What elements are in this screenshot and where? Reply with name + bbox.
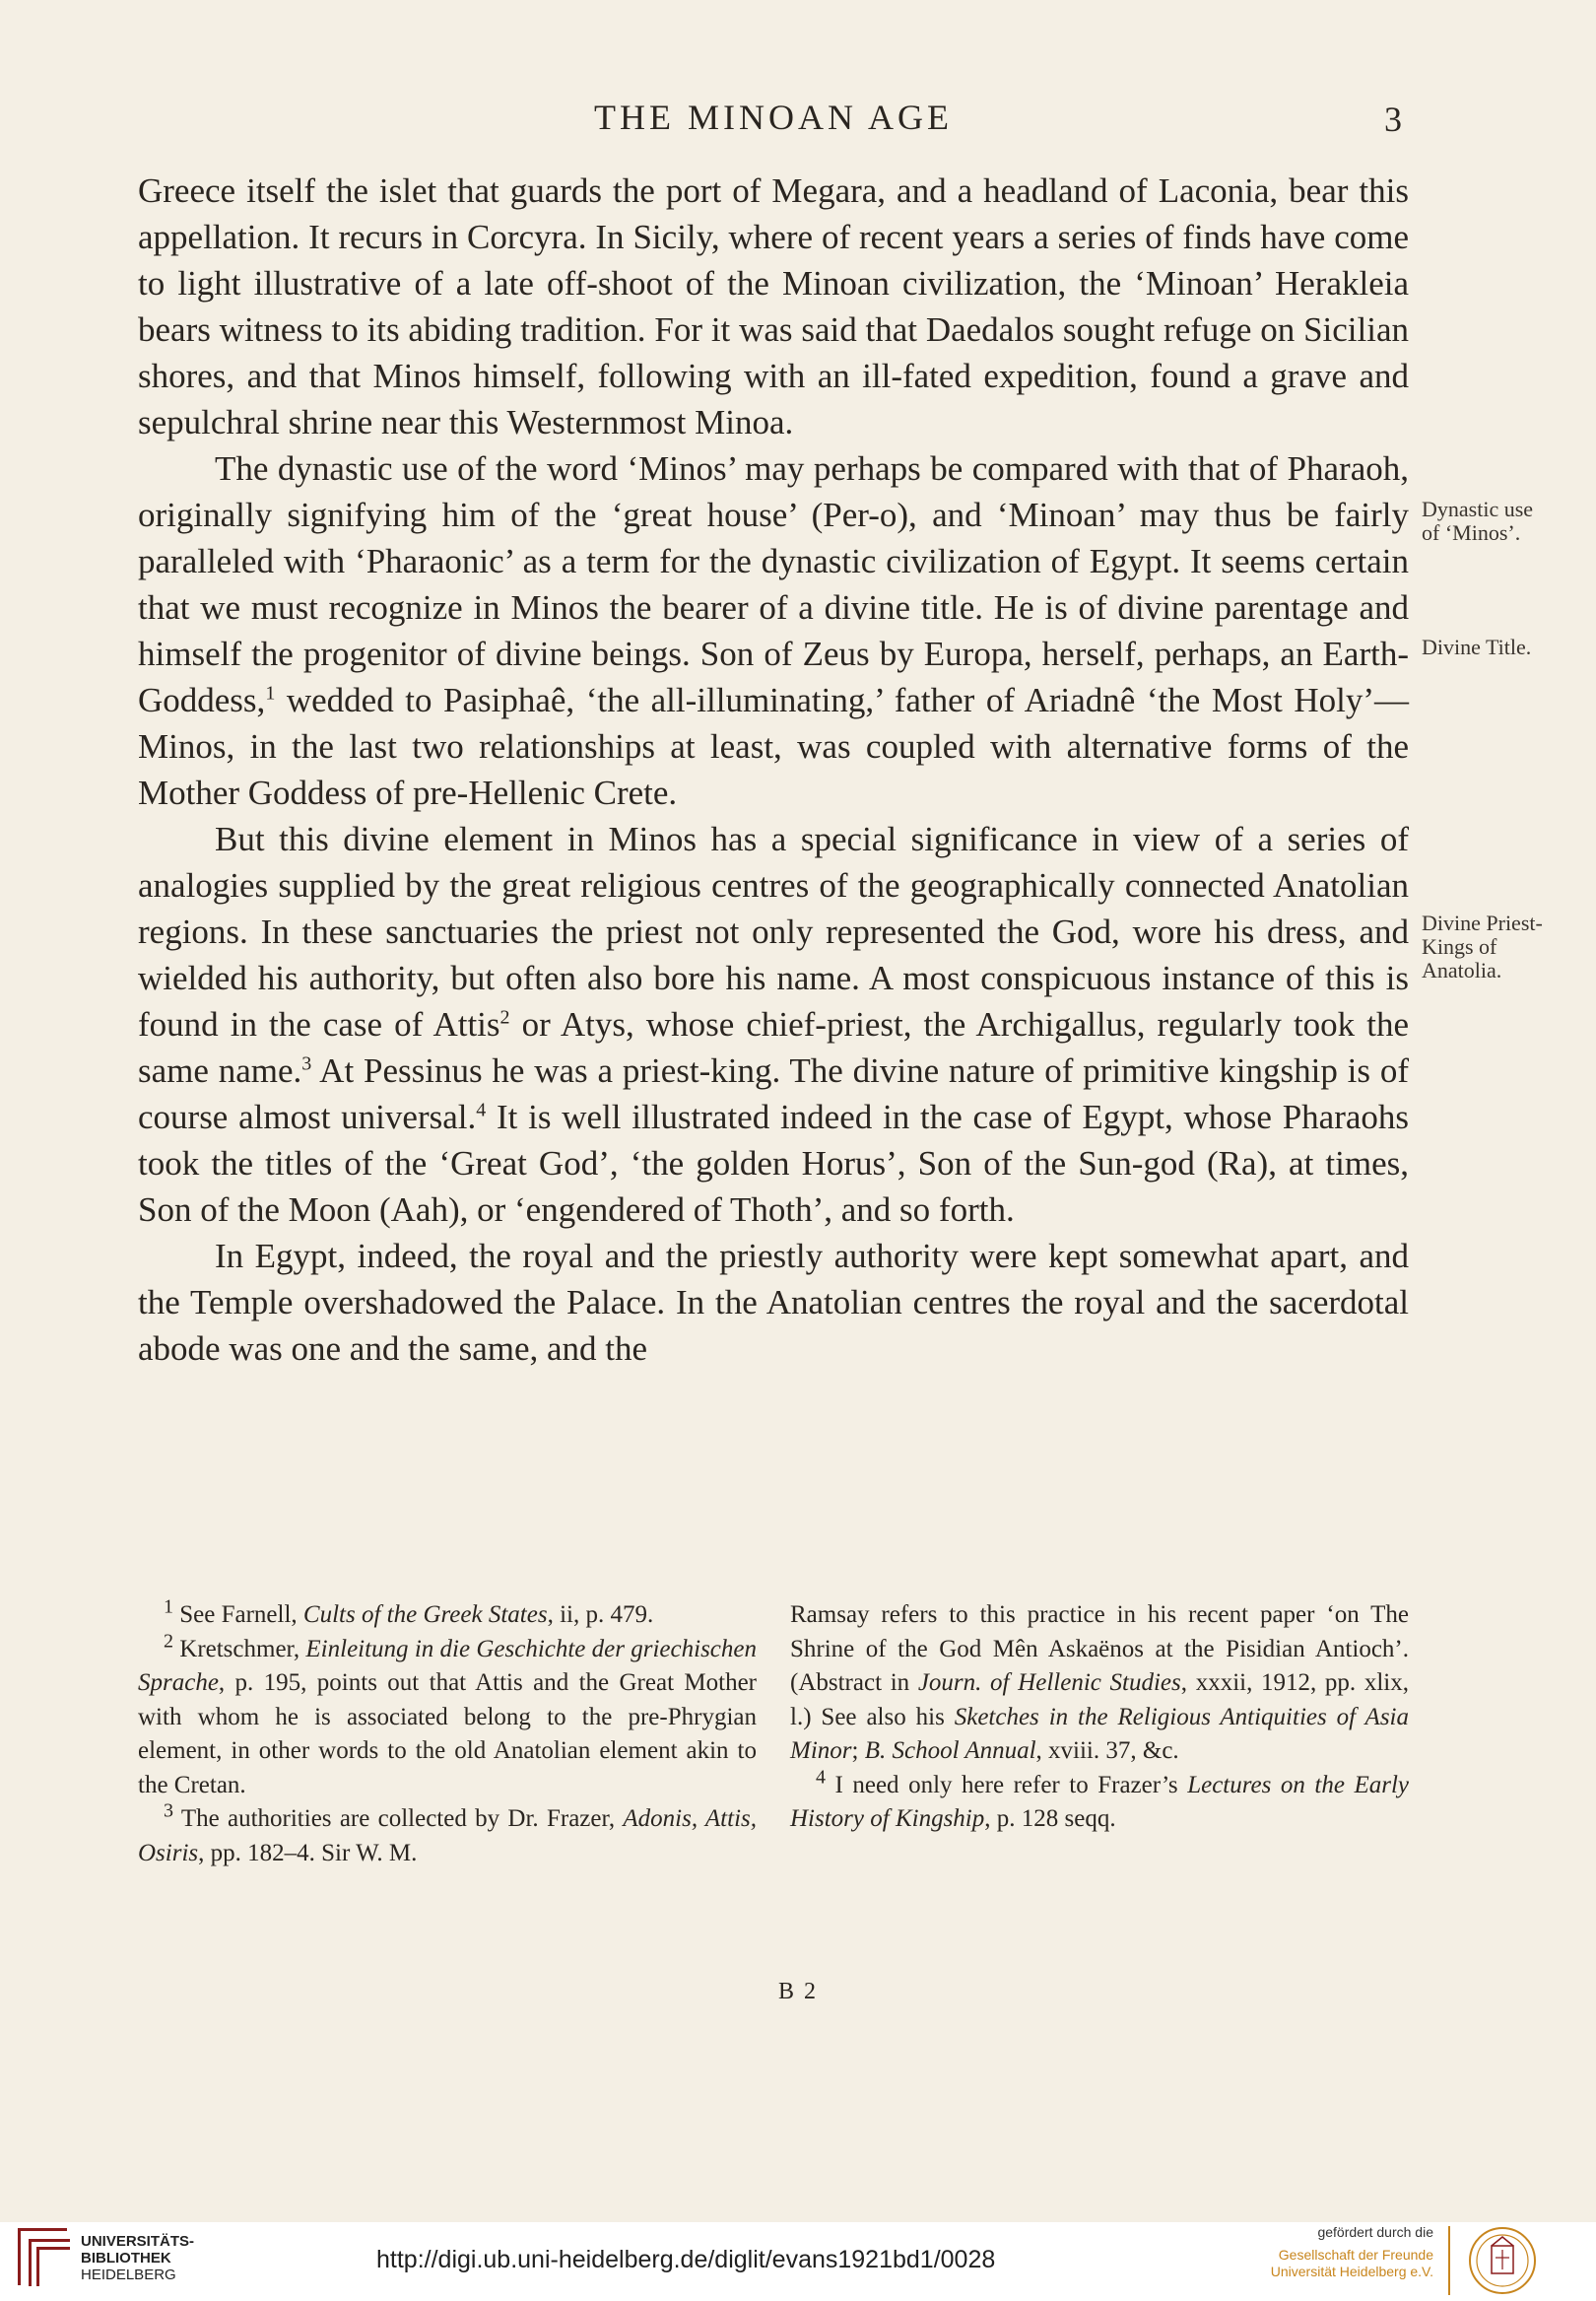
text-run: At Pessinus he was a priest-king. The divine nature of primitive kingship is of course almost universal. <box>138 1051 1409 1136</box>
text-run: , ii, p. 479. <box>547 1601 654 1628</box>
text-run: I need only here refer to Frazer’s <box>826 1771 1188 1798</box>
text-run: , p. 195, points out that Attis and the Great Mother with whom he is associated belong to the pre-Phrygian element, in other words to the old Anatolian element akin to the Cretan. <box>138 1669 757 1798</box>
italic-title: Sketches in the Religious Antiquities of Asia Minor <box>790 1703 1409 1764</box>
page-number: 3 <box>1384 100 1402 139</box>
margin-note-divine-title: Divine Title. <box>1422 635 1532 659</box>
footnote-continuation <box>790 1598 1409 1769</box>
text-run: or Atys, whose chief-priest, the Archigallus, regularly took the same name. <box>138 1005 1410 1090</box>
text-run: Kretschmer, <box>173 1635 306 1662</box>
margin-note-priest-kings: Divine Priest-Kings of Anatolia. <box>1422 911 1543 982</box>
text-run: , xxxii, 1912, pp. xlix, l.) See also his <box>790 1669 1409 1730</box>
footnotes <box>138 1595 1409 1870</box>
footnotes-right-column <box>790 1598 1409 1870</box>
footnote-ref: 3 <box>301 1052 312 1075</box>
footnote-ref: 1 <box>164 1595 173 1618</box>
text-run: wedded to Pasiphaê, ‘the all-illuminating,’ father of Ariadnê ‘the Most Holy’—Minos, in the last two relationships at least, was coupled with alternative forms of the Mother Goddess of pre-Hellenic Crete. <box>138 681 1409 812</box>
library-name <box>81 2233 194 2283</box>
sponsor-name-line: Universität Heidelberg e.V. <box>1270 2264 1433 2279</box>
footnote-ref: 3 <box>164 1799 173 1822</box>
margin-note-dynastic: Dynastic use of ‘Minos’. <box>1422 497 1534 545</box>
text-run: The authorities are collected by Dr. Frazer, <box>173 1805 624 1832</box>
text-run: In Egypt, indeed, the royal and the priestly authority were kept somewhat apart, and the Temple overshadowed the Palace. In the Anatolian centres the royal and the sacerdotal abode was one and the same, and the <box>138 1237 1409 1368</box>
footnotes-left-column <box>138 1595 757 1870</box>
footnote-ref: 4 <box>476 1099 487 1121</box>
text-run: , p. 128 seqq. <box>984 1805 1116 1832</box>
text-run: , pp. 182–4. Sir W. M. <box>198 1839 418 1866</box>
text-run: , xviii. 37, &c. <box>1035 1737 1179 1764</box>
paragraph <box>138 445 1409 816</box>
paragraph <box>138 1233 1409 1372</box>
italic-title: Lectures on the Early History of Kingship <box>790 1771 1409 1832</box>
text-run: The dynastic use of the word ‘Minos’ may perhaps be compared with that of Pharaoh, originally signifying him of the ‘great house’ (Per-o), and ‘Minoan’ may thus be fairly paralleled with ‘Pharaonic’ as a term for the dynastic civilization of Egypt. It seems certain that we must recognize in Minos the bearer of a divine title. He is of divine parentage and himself the progenitor of divine beings. Son of Zeus by Europa, herself, perhaps, an Earth-Goddess, <box>138 449 1409 719</box>
text-run: Greece itself the islet that guards the port of Megara, and a headland of Laconia, bear this appellation. It recurs in Corcyra. In Sicily, where of recent years a series of finds have come to light illustrative of a late off-shoot of the Minoan civilization, the ‘Minoan’ Herakleia bears witness to its abiding tradition. For it was said that Daedalos sought refuge on Sicilian shores, and that Minos himself, following with an ill-fated expedition, found a grave and sepulchral shrine near this Westernmost Minoa. <box>138 171 1409 441</box>
library-name-line: BIBLIOTHEK <box>81 2250 171 2267</box>
permalink-url[interactable]: http://digi.ub.uni-heidelberg.de/diglit/evans1921bd1/0028 <box>376 2246 996 2273</box>
sponsor-name-line: Gesellschaft der Freunde <box>1278 2247 1433 2263</box>
italic-title: Journ. of Hellenic Studies <box>917 1669 1181 1696</box>
text-run: See Farnell, <box>173 1601 303 1628</box>
footnote <box>138 1595 757 1633</box>
footnote-ref: 2 <box>164 1630 173 1653</box>
paragraph <box>138 168 1409 445</box>
footnote-ref: 4 <box>816 1766 826 1789</box>
paragraph <box>138 816 1409 1233</box>
university-seal-icon <box>1468 2224 1537 2297</box>
text-run: ; <box>851 1737 865 1764</box>
running-head: THE MINOAN AGE <box>594 98 953 137</box>
library-logo-icon <box>18 2228 67 2285</box>
footnote <box>138 1799 757 1870</box>
text-run: Ramsay refers to this practice in his recent paper ‘on The Shrine of the God Mên Askaënos at the Pisidian Antioch’. (Abstract in <box>790 1601 1409 1696</box>
text-run: But this divine element in Minos has a special significance in view of a series of analogies supplied by the great religious centres of the geographically connected Anatolian regions. In these sanctuaries the priest not only represented the God, wore his dress, and wielded his authority, but often also bore his name. A most conspicuous instance of this is found in the case of Attis <box>138 820 1409 1044</box>
italic-title: B. School Annual <box>864 1737 1036 1764</box>
italic-title: Einleitung in die Geschichte der griechischen Sprache <box>138 1635 757 1696</box>
digitization-footer <box>0 2222 1596 2301</box>
sponsor-block <box>1227 2224 1433 2280</box>
sponsor-divider <box>1448 2226 1450 2295</box>
italic-title: Cults of the Greek States <box>302 1601 548 1628</box>
italic-title: Adonis, Attis, Osiris <box>138 1805 757 1866</box>
library-name-line: UNIVERSITÄTS- <box>81 2233 195 2250</box>
footnote <box>790 1766 1409 1837</box>
body-text <box>138 168 1409 1372</box>
footnote-ref: 1 <box>265 682 276 705</box>
sponsor-label: gefördert durch die <box>1317 2224 1433 2240</box>
signature-mark: B 2 <box>777 1979 818 2004</box>
footnote-ref: 2 <box>499 1006 510 1029</box>
library-name-line: HEIDELBERG <box>81 2267 176 2283</box>
text-run: It is well illustrated indeed in the case of Egypt, whose Pharaohs took the titles of the ‘Great God’, ‘the golden Horus’, Son of the Sun-god (Ra), at times, Son of the Moon (Aah), or ‘engendered of Thoth’, and so forth. <box>138 1098 1410 1229</box>
footnote <box>138 1630 757 1803</box>
